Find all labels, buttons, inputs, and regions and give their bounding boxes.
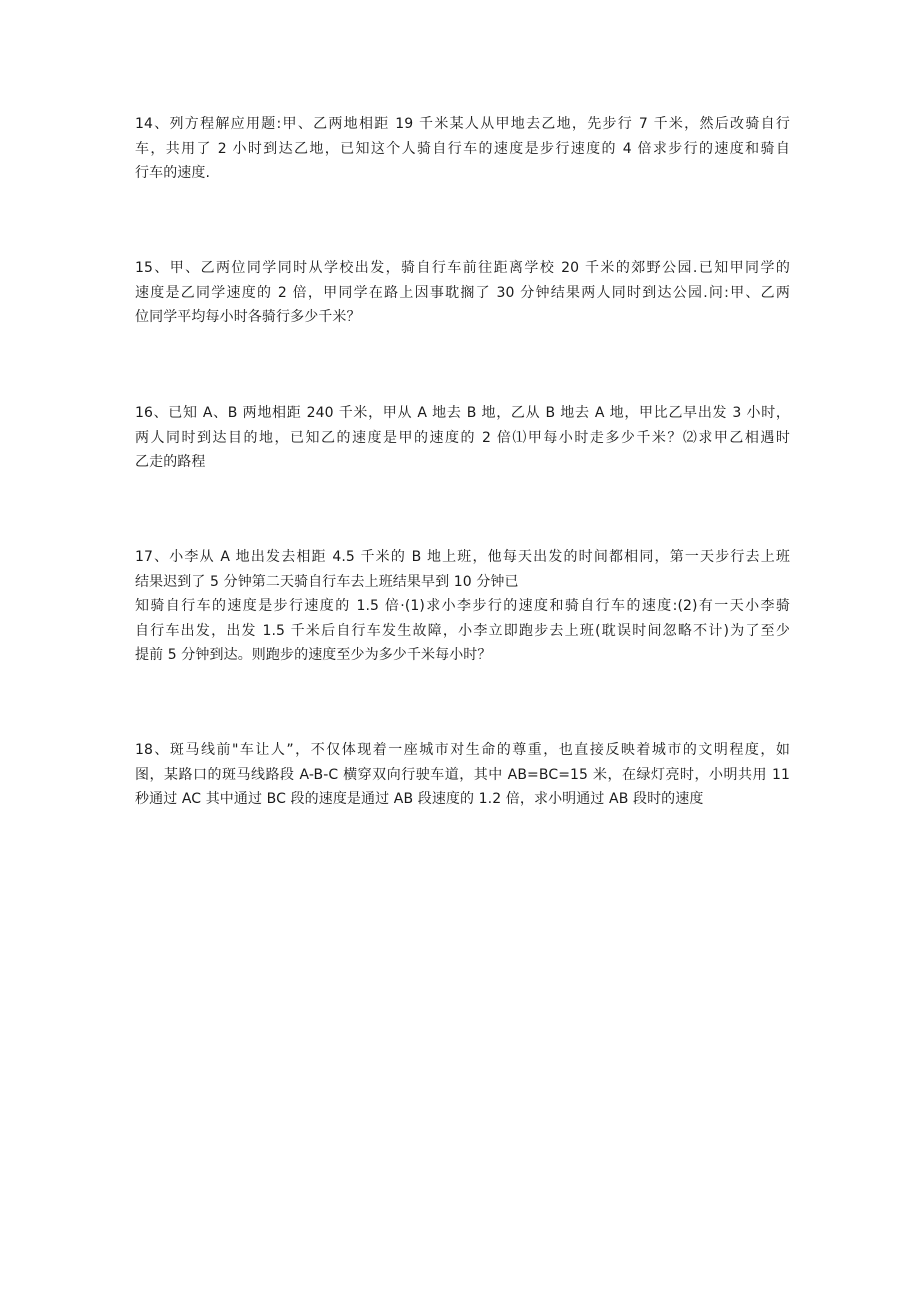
problem-line: 自行车出发，出发 1.5 千米后自行车发生故障，小李立即跑步去上班(耽误时间忽略不计)为了至少 [135, 622, 790, 639]
problem-line: 18、斑马线前"车让人”，不仅体现着一座城市对生命的尊重，也直接反映着城市的文明程度，如 [135, 742, 790, 758]
problem-line: 位同学平均每小时各骑行多少千米？ [135, 309, 361, 325]
problem-17 [135, 545, 790, 668]
problem-line: 结果迟到了 5 分钟第二天骑自行车去上班结果早到 10 分钟已 [135, 573, 519, 590]
problem-14 [135, 112, 790, 186]
problem-16 [135, 401, 790, 475]
problem-line: 图，某路口的斑马线路段 A-B-C 横穿双向行驶车道，其中 AB=BC=15 米，在绿灯亮时，小明共用 11 [135, 766, 790, 783]
problem-line: 提前 5 分钟到达。则跑步的速度至少为多少千米每小时？ [135, 647, 492, 663]
problem-line: 17、小李从 A 地出发去相距 4.5 千米的 B 地上班，他每天出发的时间都相同，第一天步行去上班 [135, 549, 790, 565]
problem-line: 秒通过 AC 其中通过 BC 段的速度是通过 AB 段速度的 1.2 倍，求小明通过 AB 段时的速度 [135, 791, 704, 807]
problem-line: 两人同时到达目的地，已知乙的速度是甲的速度的 2 倍⑴甲每小时走多少千米？⑵求甲乙相遇时 [135, 429, 790, 446]
problem-18 [135, 738, 790, 812]
problem-15 [135, 256, 790, 330]
problem-line: 行车的速度. [135, 165, 211, 181]
problem-line: 车，共用了 2 小时到达乙地，已知这个人骑自行车的速度是步行速度的 4 倍求步行的速度和骑自 [135, 140, 790, 157]
problem-line: 15、甲、乙两位同学同时从学校出发，骑自行车前往距离学校 20 千米的郊野公园.已知甲同学的 [135, 260, 790, 276]
problem-line: 14、列方程解应用题:甲、乙两地相距 19 千米某人从甲地去乙地，先步行 7 千米，然后改骑自行 [135, 116, 790, 132]
problem-line: 16、已知 A、B 两地相距 240 千米，甲从 A 地去 B 地，乙从 B 地去 A 地，甲比乙早出发 3 小时， [135, 405, 790, 421]
problem-line: 乙走的路程 [135, 454, 206, 470]
problem-line: 知骑自行车的速度是步行速度的 1.5 倍·(1)求小李步行的速度和骑自行车的速度:(2)有一天小李骑 [135, 598, 790, 614]
problem-line: 速度是乙同学速度的 2 倍，甲同学在路上因事耽搁了 30 分钟结果两人同时到达公园.问:甲、乙两 [135, 284, 790, 301]
